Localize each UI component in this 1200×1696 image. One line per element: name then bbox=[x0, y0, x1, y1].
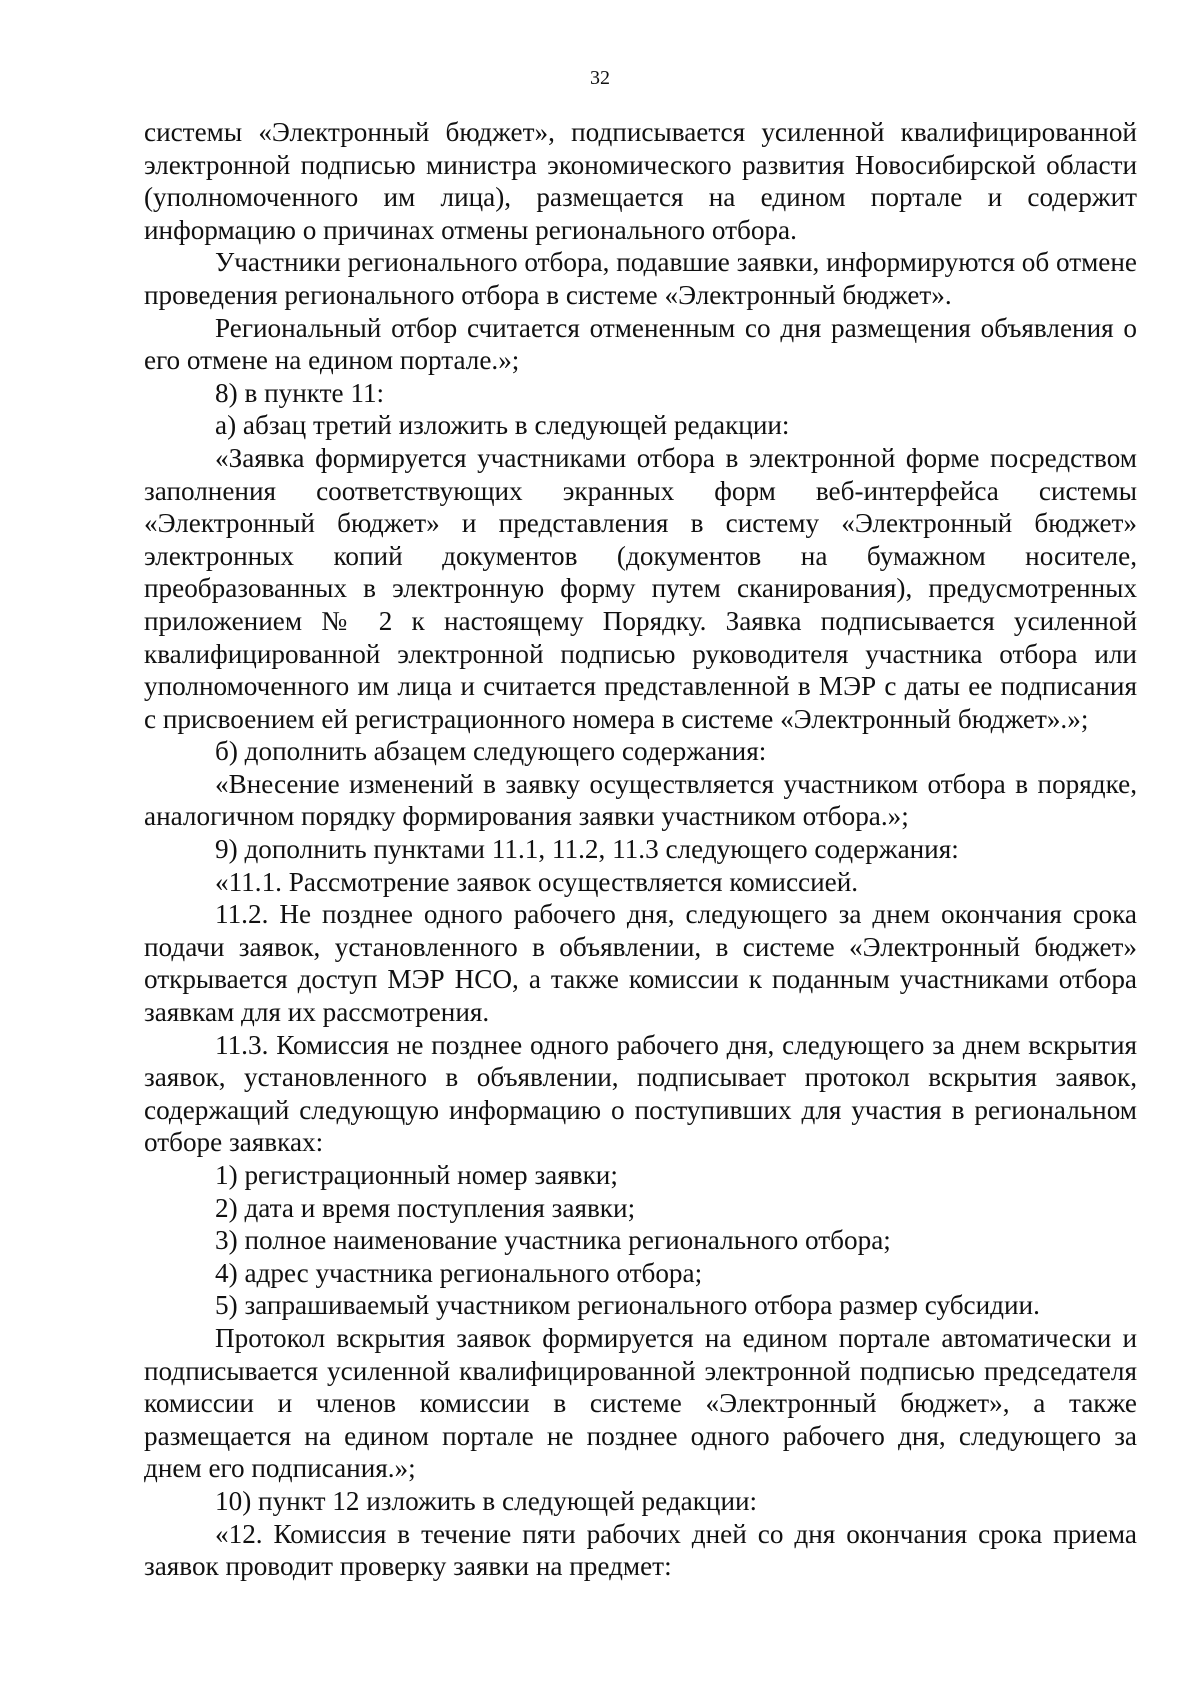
paragraph-item-10: 10) пункт 12 изложить в следующей редакции: bbox=[215, 1485, 758, 1516]
list-item-address: 4) адрес участника регионального отбора; bbox=[215, 1257, 703, 1288]
paragraph-clause-11-1: «11.1. Рассмотрение заявок осуществляется комиссией. bbox=[215, 866, 859, 897]
paragraph-application-changes: «Внесение изменений в заявку осуществляется участником отбора в порядке, аналогичном порядку формирования заявки участником отбора.»; bbox=[144, 768, 1137, 832]
list-item-subsidy-amount: 5) запрашиваемый участником регионального отбора размер субсидии. bbox=[215, 1290, 1040, 1321]
paragraph-clause-11-2: 11.2. Не позднее одного рабочего дня, следующего за днем окончания срока подачи заявок, установленного в объявлении, в системе «Электронный бюджет» открывается доступ МЭР НСО, а также комиссии к поданным участниками отбора заявкам для их рассмотрения. bbox=[144, 899, 1137, 1028]
list-item-registration-number: 1) регистрационный номер заявки; bbox=[215, 1160, 618, 1190]
paragraph-application-formation: «Заявка формируется участниками отбора в электронной форме посредством заполнения соответствующих экранных форм веб-интерфейса системы «Электронный бюджет» и представления в систему «Электронный бюджет» электронных копий документов (документов на бумажном носителе, преобразованных в электронную форму путем сканирования), предусмотренных приложением № 2 к настоящему Порядку. Заявка подписывается усиленной квалифицированной электронной подписью руководителя участника отбора или уполномоченного им лица и считается представленной в МЭР с даты ее подписания с присвоением ей регистрационного номера в системе «Электронный бюджет».»; bbox=[144, 442, 1137, 734]
paragraph-clause-12: «12. Комиссия в течение пяти рабочих дней со дня окончания срока приема заявок проводит проверку заявки на предмет: bbox=[144, 1518, 1137, 1582]
paragraph-item-8: 8) в пункте 11: bbox=[215, 377, 385, 408]
paragraph-item-8a: а) абзац третий изложить в следующей редакции: bbox=[215, 410, 790, 441]
paragraph-cancellation-continuation: системы «Электронный бюджет», подписывается усиленной квалифицированной электронной подписью министра экономического развития Новосибирской области (уполномоченного им лица), размещается на едином портале и содержит информацию о причинах отмены регионального отбора. bbox=[144, 117, 1137, 245]
paragraph-protocol: Протокол вскрытия заявок формируется на едином портале автоматически и подписывается усиленной квалифицированной электронной подписью председателя комиссии и членов комиссии в системе «Электронный бюджет», а также размещается на едином портале не позднее одного рабочего дня, следующего за днем его подписания.»; bbox=[144, 1322, 1137, 1484]
page-number: 32 bbox=[590, 67, 610, 89]
list-item-full-name: 3) полное наименование участника регионального отбора; bbox=[215, 1225, 891, 1256]
document-body bbox=[144, 116, 1137, 1583]
paragraph-item-8b: б) дополнить абзацем следующего содержания: bbox=[215, 736, 767, 767]
paragraph-participants-informed: Участники регионального отбора, подавшие заявки, информируются об отмене проведения регионального отбора в системе «Электронный бюджет». bbox=[144, 247, 1137, 310]
paragraph-item-9: 9) дополнить пунктами 11.1, 11.2, 11.3 следующего содержания: bbox=[215, 834, 959, 865]
paragraph-clause-11-3: 11.3. Комиссия не позднее одного рабочего дня, следующего за днем вскрытия заявок, установленного в объявлении, подписывает протокол вскрытия заявок, содержащий следующую информацию о поступивших для участия в региональном отборе заявках: bbox=[144, 1029, 1137, 1158]
paragraph-selection-cancelled: Региональный отбор считается отмененным со дня размещения объявления о его отмене на едином портале.»; bbox=[144, 312, 1137, 376]
list-item-date-time: 2) дата и время поступления заявки; bbox=[215, 1192, 636, 1223]
